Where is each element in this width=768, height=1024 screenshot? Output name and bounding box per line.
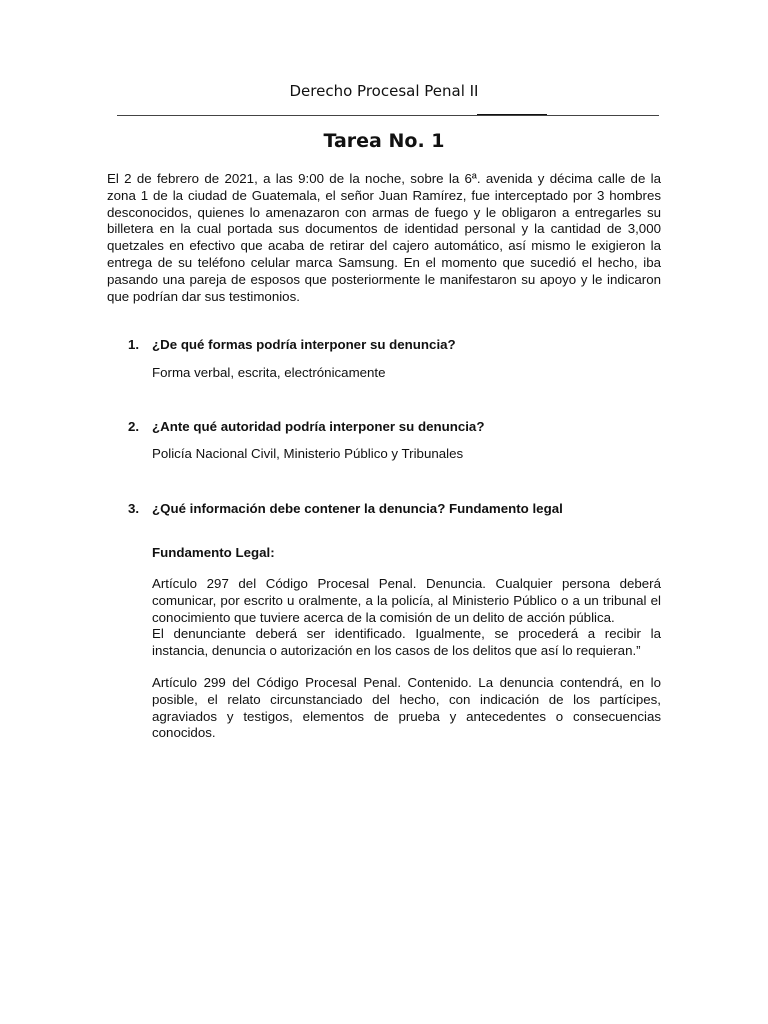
question-3-number: 3. — [128, 501, 140, 516]
article-297-main: Artículo 297 del Código Procesal Penal. Denuncia. Cualquier persona deberá comunicar, por escrito u oralmente, a la policía, al Ministerio Público o a un tribunal el conocimiento que tuviere acerca de la comisión de un delito de acción pública. — [152, 576, 661, 625]
legal-heading: Fundamento Legal: — [152, 545, 275, 560]
question-2-text: ¿Ante qué autoridad podría interponer su denuncia? — [152, 419, 485, 434]
answer-1: Forma verbal, escrita, electrónicamente — [152, 365, 386, 380]
article-297 — [152, 576, 661, 660]
question-2-number: 2. — [128, 419, 140, 434]
header-divider — [117, 115, 659, 116]
article-297-second: El denunciante deberá ser identificado. Igualmente, se procederá a recibir la instancia, denuncia o autorización en los casos de los delitos que así lo requieran.” — [152, 626, 661, 659]
question-2 — [128, 419, 668, 434]
question-1 — [128, 337, 668, 352]
question-1-number: 1. — [128, 337, 140, 352]
question-1-text: ¿De qué formas podría interponer su denuncia? — [152, 337, 456, 352]
answer-2: Policía Nacional Civil, Ministerio Público y Tribunales — [152, 446, 464, 461]
course-title: Derecho Procesal Penal II — [289, 82, 479, 100]
question-3 — [128, 501, 668, 516]
assignment-title: Tarea No. 1 — [323, 130, 445, 152]
intro-paragraph: El 2 de febrero de 2021, a las 9:00 de la noche, sobre la 6ª. avenida y décima calle de la zona 1 de la ciudad de Guatemala, el señor Juan Ramírez, fue interceptado por 3 hombres desconocidos, quienes lo amenazaron con armas de fuego y le obligaron a entregarles su billetera en la cual portada sus documentos de identidad personal y la cantidad de 3,000 quetzales en efectivo que acaba de retirar del cajero automático, así mismo le exigieron la entrega de su teléfono celular marca Samsung. En el momento que sucedió el hecho, iba pasando una pareja de esposos que posteriormente le manifestaron su apoyo y le indicaron que podrían dar sus testimonios. — [107, 171, 661, 304]
question-3-text: ¿Qué información debe contener la denuncia? Fundamento legal — [152, 501, 563, 516]
article-299: Artículo 299 del Código Procesal Penal. Contenido. La denuncia contendrá, en lo posible, el relato circunstanciado del hecho, con indicación de los partícipes, agraviados y testigos, elementos de prueba y antecedentes o consecuencias conocidos. — [152, 675, 661, 741]
